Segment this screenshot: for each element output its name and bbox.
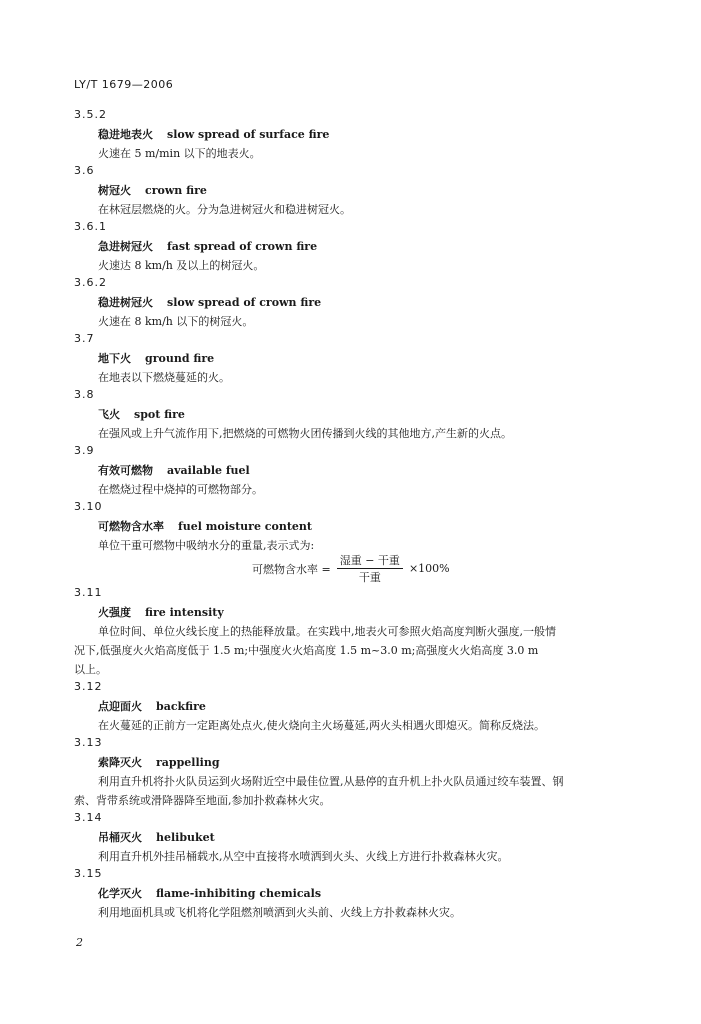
definition-line: 利用直升机将扑火队员运到火场附近空中最佳位置,从悬停的直升机上扑火队员通过绞车装置、钢: [98, 775, 564, 788]
definition-line: 索、背带系统或滑降器降至地面,参加扑救森林火灾。: [74, 794, 331, 807]
term-chinese: 稳进地表火: [98, 128, 153, 141]
term-chinese: 急进树冠火: [98, 240, 153, 253]
term-heading: [98, 754, 220, 770]
term-chinese: 吊桶灭火: [98, 831, 142, 844]
formula-denominator: 干重: [358, 571, 381, 584]
definition-line: 利用地面机具或飞机将化学阻燃剂喷洒到火头前、火线上方扑救森林火灾。: [98, 906, 461, 919]
term-chinese: 稳进树冠火: [98, 296, 153, 309]
clause-number: 3.6.1: [74, 220, 107, 233]
definition-line: 火速在 8 km/h 以下的树冠火。: [98, 315, 254, 328]
clause-number: 3.8: [74, 388, 95, 401]
term-chinese: 地下火: [98, 352, 131, 365]
term-english: backfire: [156, 700, 206, 713]
definition-line: 以上。: [74, 663, 107, 676]
term-english: spot fire: [134, 408, 185, 421]
definition-line: 火速在 5 m/min 以下的地表火。: [98, 147, 261, 160]
term-heading: [98, 462, 250, 478]
formula-rhs: ×100%: [408, 562, 450, 575]
page-header: LY/T 1679—2006: [74, 78, 174, 91]
term-english: rappelling: [156, 756, 220, 769]
term-heading: [98, 518, 312, 534]
term-heading: [98, 350, 214, 366]
term-chinese: 点迎面火: [98, 700, 142, 713]
term-heading: [98, 885, 321, 901]
term-chinese: 索降灭火: [98, 756, 142, 769]
term-chinese: 有效可燃物: [98, 464, 153, 477]
term-english: fuel moisture content: [178, 520, 312, 533]
term-heading: [98, 238, 317, 254]
term-english: flame-inhibiting chemicals: [156, 887, 322, 900]
formula: [252, 552, 450, 585]
term-heading: [98, 406, 185, 422]
clause-number: 3.14: [74, 811, 103, 824]
definition-line: 在强风或上升气流作用下,把燃烧的可燃物火团传播到火线的其他地方,产生新的火点。: [98, 427, 512, 440]
term-heading: [98, 829, 215, 845]
definition-line: 单位干重可燃物中吸纳水分的重量,表示式为:: [98, 539, 315, 552]
term-english: fast spread of crown fire: [167, 240, 318, 253]
clause-number: 3.15: [74, 867, 103, 880]
term-english: slow spread of surface fire: [167, 128, 330, 141]
definition-line: 况下,低强度火火焰高度低于 1.5 m;中强度火火焰高度 1.5 m~3.0 m;高强度火火焰高度 3.0 m: [74, 644, 539, 657]
formula-fraction: [337, 552, 403, 585]
clause-number: 3.10: [74, 500, 103, 513]
clause-number: 3.11: [74, 586, 103, 599]
term-chinese: 可燃物含水率: [98, 520, 164, 533]
page-number: 2: [76, 936, 83, 949]
term-english: slow spread of crown fire: [167, 296, 322, 309]
term-chinese: 火强度: [98, 606, 131, 619]
definition-line: 在火蔓延的正前方一定距离处点火,使火烧向主火场蔓延,两火头相遇火即熄灭。简称反烧法。: [98, 719, 545, 732]
term-english: helibuket: [156, 831, 215, 844]
clause-number: 3.7: [74, 332, 95, 345]
term-chinese: 树冠火: [98, 184, 131, 197]
definition-line: 利用直升机外挂吊桶载水,从空中直接将水喷洒到火头、火线上方进行扑救森林火灾。: [98, 850, 509, 863]
clause-number: 3.6: [74, 164, 95, 177]
term-english: ground fire: [145, 352, 215, 365]
definition-line: 在燃烧过程中烧掉的可燃物部分。: [98, 483, 263, 496]
clause-number: 3.9: [74, 444, 95, 457]
term-heading: [98, 698, 206, 714]
term-chinese: 化学灭火: [98, 887, 142, 900]
term-english: fire intensity: [145, 606, 224, 619]
definition-line: 在林冠层燃烧的火。分为急进树冠火和稳进树冠火。: [98, 203, 351, 216]
term-heading: [98, 126, 329, 142]
clause-number: 3.6.2: [74, 276, 107, 289]
clause-number: 3.12: [74, 680, 103, 693]
term-english: crown fire: [145, 184, 207, 197]
definition-line: 在地表以下燃烧蔓延的火。: [98, 371, 230, 384]
definition-line: 火速达 8 km/h 及以上的树冠火。: [98, 259, 265, 272]
term-heading: [98, 294, 321, 310]
formula-lhs: 可燃物含水率 =: [252, 562, 331, 576]
term-heading: [98, 182, 207, 198]
definition-line: 单位时间、单位火线长度上的热能释放量。在实践中,地表火可参照火焰高度判断火强度,一般情: [98, 625, 556, 638]
term-chinese: 飞火: [98, 408, 120, 421]
term-heading: [98, 604, 224, 620]
formula-numerator: 湿重 − 干重: [337, 552, 403, 569]
clause-number: 3.5.2: [74, 108, 107, 121]
term-english: available fuel: [167, 464, 250, 477]
clause-number: 3.13: [74, 736, 103, 749]
